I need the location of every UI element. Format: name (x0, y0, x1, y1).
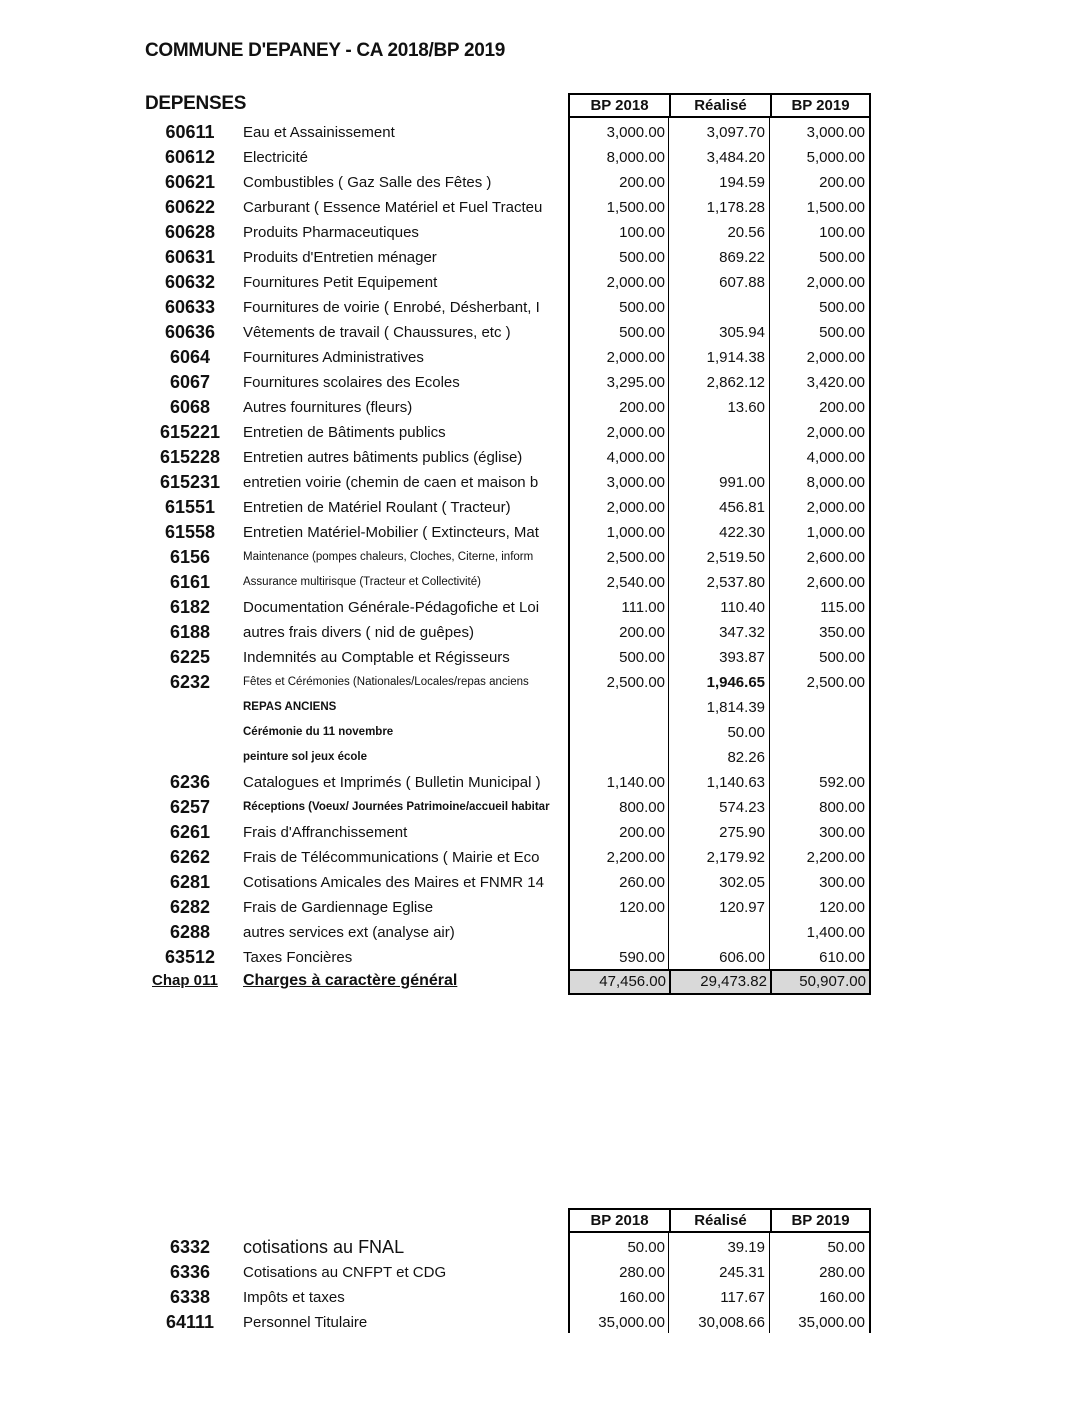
account-label: Réceptions (Voeux/ Journées Patrimoine/accueil habitar (243, 801, 550, 813)
table-row (0, 370, 1088, 395)
amount-realise: 2,519.50 (706, 549, 765, 566)
amount-bp2018: 500.00 (619, 649, 665, 666)
amount-bp2018: 200.00 (619, 624, 665, 641)
amount-realise: 30,008.66 (698, 1314, 765, 1331)
table-row (0, 595, 1088, 620)
amount-bp2018: 1,000.00 (606, 524, 665, 541)
account-code: 6336 (169, 1262, 211, 1282)
chapter-total-values (568, 969, 871, 995)
account-label: peinture sol jeux école (243, 751, 367, 763)
amount-bp2019: 2,600.00 (806, 574, 865, 591)
amount-bp2018: 8,000.00 (606, 149, 665, 166)
account-code: 63512 (164, 947, 216, 967)
table-row (0, 895, 1088, 920)
amount-bp2018: 260.00 (619, 874, 665, 891)
amount-bp2019: 350.00 (819, 624, 865, 641)
account-code: 6282 (169, 897, 211, 917)
account-label: Frais de Gardiennage Eglise (243, 899, 434, 916)
chapter-label: Charges à caractère général (243, 972, 458, 989)
amount-bp2019: 500.00 (819, 299, 865, 316)
account-code: 6188 (169, 622, 211, 642)
table-row (0, 420, 1088, 445)
amount-realise: 422.30 (719, 524, 765, 541)
account-code: 60612 (164, 147, 216, 167)
amount-bp2019: 160.00 (819, 1289, 865, 1306)
account-label: Electricité (243, 149, 309, 166)
column-header-realise: Réalisé (669, 95, 770, 116)
table-header-2 (568, 1208, 871, 1233)
account-label: Maintenance (pompes chaleurs, Cloches, Citerne, inform (243, 551, 534, 563)
amount-bp2019: 1,400.00 (806, 924, 865, 941)
table-row (0, 295, 1088, 320)
account-label: Assurance multirisque (Tracteur et Collectivité) (243, 576, 481, 588)
amount-bp2018: 160.00 (619, 1289, 665, 1306)
table-row (0, 720, 1088, 745)
amount-bp2018: 200.00 (619, 174, 665, 191)
table-row (0, 145, 1088, 170)
table-row (0, 670, 1088, 695)
account-label: REPAS ANCIENS (243, 701, 337, 713)
table-row (0, 745, 1088, 770)
account-code: 6182 (169, 597, 211, 617)
table-row (0, 870, 1088, 895)
table-row (0, 945, 1088, 970)
account-code: 6288 (169, 922, 211, 942)
account-label: Fournitures Petit Equipement (243, 274, 438, 291)
amount-realise: 2,179.92 (706, 849, 765, 866)
amount-realise: 39.19 (727, 1239, 765, 1256)
amount-bp2019: 2,200.00 (806, 849, 865, 866)
account-code: 60633 (164, 297, 216, 317)
amount-realise: 20.56 (727, 224, 765, 241)
amount-realise: 3,484.20 (706, 149, 765, 166)
account-label: Fournitures de voirie ( Enrobé, Désherbant, I (243, 299, 540, 316)
amount-bp2018: 2,000.00 (606, 499, 665, 516)
account-code: 6232 (169, 672, 211, 692)
amount-bp2018: 2,540.00 (606, 574, 665, 591)
amount-realise: 275.90 (719, 824, 765, 841)
account-label: autres frais divers ( nid de guêpes) (243, 624, 474, 641)
table-row (0, 445, 1088, 470)
account-code: 6068 (169, 397, 211, 417)
column-header-bp2018: BP 2018 (590, 97, 649, 114)
amount-bp2019: 115.00 (820, 599, 865, 616)
chapter-code: Chap 011 (152, 972, 218, 989)
amount-bp2018: 35,000.00 (598, 1314, 665, 1331)
account-label: Produits d'Entretien ménager (243, 249, 437, 266)
account-code: 64111 (165, 1312, 215, 1332)
section-heading: DEPENSES (145, 93, 247, 114)
account-label: Cotisations Amicales des Maires et FNMR 14 (243, 874, 544, 891)
amount-realise: 302.05 (719, 874, 765, 891)
table-row (0, 120, 1088, 145)
amount-bp2019: 3,420.00 (806, 374, 865, 391)
amount-bp2018: 2,500.00 (606, 549, 665, 566)
amount-bp2018: 500.00 (619, 249, 665, 266)
account-label: Entretien de Matériel Roulant ( Tracteur) (243, 499, 511, 516)
account-code: 615221 (159, 422, 221, 442)
table-row (0, 170, 1088, 195)
table-row (0, 220, 1088, 245)
account-label: Fêtes et Cérémonies (Nationales/Locales/repas anciens (243, 676, 529, 688)
amount-bp2018: 2,000.00 (606, 349, 665, 366)
amount-realise: 2,537.80 (706, 574, 765, 591)
account-label: Eau et Assainissement (243, 124, 395, 141)
column-header-bp2019: BP 2019 (770, 1210, 869, 1231)
account-code: 6262 (169, 847, 211, 867)
amount-bp2019: 120.00 (819, 899, 865, 916)
account-label: Personnel Titulaire (243, 1314, 368, 1331)
account-label: Fournitures Administratives (243, 349, 424, 366)
table-row (0, 1310, 1088, 1335)
account-label: Frais de Télécommunications ( Mairie et Eco (243, 849, 540, 866)
amount-bp2019: 2,000.00 (806, 424, 865, 441)
amount-bp2018: 280.00 (619, 1264, 665, 1281)
amount-bp2019: 800.00 (819, 799, 865, 816)
table-row (0, 395, 1088, 420)
table-row (0, 620, 1088, 645)
amount-realise: 1,946.65 (706, 674, 765, 691)
account-code: 60628 (164, 222, 216, 242)
amount-bp2018: 120.00 (619, 899, 665, 916)
account-code: 615231 (159, 472, 221, 492)
amount-bp2019: 2,000.00 (806, 274, 865, 291)
amount-bp2019: 610.00 (819, 949, 865, 966)
amount-bp2019: 3,000.00 (806, 124, 865, 141)
account-label: autres services ext (analyse air) (243, 924, 455, 941)
amount-bp2019: 5,000.00 (806, 149, 865, 166)
account-code: 60611 (165, 122, 215, 142)
account-code: 6064 (169, 347, 211, 367)
amount-bp2019: 200.00 (819, 399, 865, 416)
account-label: Cotisations au CNFPT et CDG (243, 1264, 447, 1281)
account-label: Produits Pharmaceutiques (243, 224, 419, 241)
amount-realise: 347.32 (719, 624, 765, 641)
amount-realise: 574.23 (719, 799, 765, 816)
total-bp2018: 47,456.00 (599, 973, 666, 990)
table-row (0, 270, 1088, 295)
account-code: 6261 (169, 822, 211, 842)
total-bp2019: 50,907.00 (770, 971, 869, 993)
account-code: 6067 (169, 372, 211, 392)
account-label: Documentation Générale-Pédagofiche et Loi (243, 599, 540, 616)
amount-realise: 194.59 (719, 174, 765, 191)
account-label: Catalogues et Imprimés ( Bulletin Municipal ) (243, 774, 541, 791)
amount-bp2019: 1,000.00 (806, 524, 865, 541)
table-row (0, 195, 1088, 220)
amount-bp2018: 500.00 (619, 299, 665, 316)
table-row (0, 320, 1088, 345)
table-row (0, 470, 1088, 495)
amount-bp2018: 1,140.00 (606, 774, 665, 791)
amount-bp2018: 590.00 (619, 949, 665, 966)
account-label: Frais d'Affranchissement (243, 824, 408, 841)
amount-bp2019: 200.00 (819, 174, 865, 191)
amount-bp2019: 4,000.00 (806, 449, 865, 466)
account-label: Entretien Matériel-Mobilier ( Extincteurs, Mat (243, 524, 539, 541)
account-label: Carburant ( Essence Matériel et Fuel Tracteu (243, 199, 543, 216)
table-row (0, 770, 1088, 795)
account-code: 6225 (169, 647, 211, 667)
amount-bp2019: 280.00 (819, 1264, 865, 1281)
amount-realise: 869.22 (719, 249, 765, 266)
amount-realise: 13.60 (727, 399, 765, 416)
amount-realise: 245.31 (719, 1264, 765, 1281)
table-row (0, 495, 1088, 520)
account-label: Autres fournitures (fleurs) (243, 399, 413, 416)
account-code: 6338 (169, 1287, 211, 1307)
amount-bp2018: 200.00 (619, 824, 665, 841)
account-label: Impôts et taxes (243, 1289, 345, 1306)
amount-bp2019: 300.00 (819, 824, 865, 841)
amount-bp2018: 3,000.00 (606, 124, 665, 141)
account-code: 61551 (164, 497, 216, 517)
table-row (0, 520, 1088, 545)
account-label: cotisations au FNAL (243, 1237, 405, 1257)
amount-bp2019: 50.00 (827, 1239, 865, 1256)
amount-realise: 50.00 (727, 724, 765, 741)
amount-realise: 110.40 (720, 599, 765, 616)
amount-realise: 2,862.12 (706, 374, 765, 391)
amount-realise: 3,097.70 (706, 124, 765, 141)
table-row (0, 820, 1088, 845)
table-row (0, 245, 1088, 270)
total-realise: 29,473.82 (669, 971, 770, 993)
account-code: 60632 (164, 272, 216, 292)
amount-realise: 117.67 (720, 1289, 765, 1306)
account-label: Entretien autres bâtiments publics (église) (243, 449, 523, 466)
amount-realise: 456.81 (719, 499, 765, 516)
table-row (0, 920, 1088, 945)
amount-bp2018: 111.00 (621, 599, 665, 616)
amount-bp2018: 1,500.00 (606, 199, 665, 216)
amount-bp2019: 2,500.00 (806, 674, 865, 691)
column-header-bp2018: BP 2018 (590, 1212, 649, 1229)
amount-realise: 120.97 (719, 899, 765, 916)
account-label: Taxes Foncières (243, 949, 353, 966)
table-row (0, 795, 1088, 820)
amount-realise: 82.26 (727, 749, 765, 766)
amount-bp2018: 2,200.00 (606, 849, 665, 866)
amount-bp2018: 3,000.00 (606, 474, 665, 491)
account-label: Cérémonie du 11 novembre (243, 726, 394, 738)
amount-realise: 1,178.28 (706, 199, 765, 216)
amount-bp2019: 1,500.00 (806, 199, 865, 216)
amount-realise: 1,814.39 (706, 699, 765, 716)
amount-realise: 606.00 (719, 949, 765, 966)
table-row (0, 1235, 1088, 1260)
table-row (0, 1260, 1088, 1285)
amount-bp2019: 300.00 (819, 874, 865, 891)
account-label: Combustibles ( Gaz Salle des Fêtes ) (243, 174, 492, 191)
table-row (0, 645, 1088, 670)
account-code: 6236 (169, 772, 211, 792)
column-header-realise: Réalisé (669, 1210, 770, 1231)
amount-realise: 305.94 (719, 324, 765, 341)
amount-bp2018: 200.00 (619, 399, 665, 416)
amount-bp2019: 500.00 (819, 324, 865, 341)
column-header-bp2019: BP 2019 (770, 95, 869, 116)
amount-realise: 1,914.38 (706, 349, 765, 366)
amount-realise: 607.88 (719, 274, 765, 291)
amount-realise: 1,140.63 (706, 774, 765, 791)
amount-bp2019: 592.00 (819, 774, 865, 791)
account-label: entretien voirie (chemin de caen et maison b (243, 474, 539, 491)
amount-bp2019: 100.00 (819, 224, 865, 241)
account-label: Fournitures scolaires des Ecoles (243, 374, 460, 391)
amount-bp2019: 500.00 (819, 649, 865, 666)
account-code: 60636 (164, 322, 216, 342)
account-code: 615228 (159, 447, 221, 467)
amount-bp2018: 100.00 (619, 224, 665, 241)
amount-bp2019: 500.00 (819, 249, 865, 266)
amount-bp2018: 500.00 (619, 324, 665, 341)
account-code: 6332 (169, 1237, 211, 1257)
table-row (0, 695, 1088, 720)
document-title: COMMUNE D'EPANEY - CA 2018/BP 2019 (145, 40, 506, 61)
amount-bp2018: 2,000.00 (606, 424, 665, 441)
amount-bp2018: 2,000.00 (606, 274, 665, 291)
amount-bp2019: 2,600.00 (806, 549, 865, 566)
amount-bp2018: 800.00 (619, 799, 665, 816)
account-code: 6281 (169, 872, 211, 892)
amount-bp2018: 3,295.00 (606, 374, 665, 391)
chapter-total-row (0, 969, 1088, 995)
account-code: 6257 (169, 797, 211, 817)
amount-bp2018: 50.00 (627, 1239, 665, 1256)
account-code: 61558 (164, 522, 216, 542)
account-label: Entretien de Bâtiments publics (243, 424, 446, 441)
account-code: 60621 (164, 172, 216, 192)
table-row (0, 545, 1088, 570)
amount-bp2019: 2,000.00 (806, 349, 865, 366)
amount-bp2019: 35,000.00 (798, 1314, 865, 1331)
amount-bp2019: 2,000.00 (806, 499, 865, 516)
table-row (0, 845, 1088, 870)
account-code: 60631 (164, 247, 216, 267)
account-label: Vêtements de travail ( Chaussures, etc ) (243, 324, 511, 341)
account-label: Indemnités au Comptable et Régisseurs (243, 649, 510, 666)
table-row (0, 345, 1088, 370)
table-row (0, 1285, 1088, 1310)
account-code: 6161 (169, 572, 211, 592)
table-header (568, 93, 871, 118)
amount-realise: 991.00 (719, 474, 765, 491)
amount-realise: 393.87 (719, 649, 765, 666)
amount-bp2019: 8,000.00 (806, 474, 865, 491)
account-code: 6156 (169, 547, 211, 567)
amount-bp2018: 2,500.00 (606, 674, 665, 691)
account-code: 60622 (164, 197, 216, 217)
table-row (0, 570, 1088, 595)
amount-bp2018: 4,000.00 (606, 449, 665, 466)
